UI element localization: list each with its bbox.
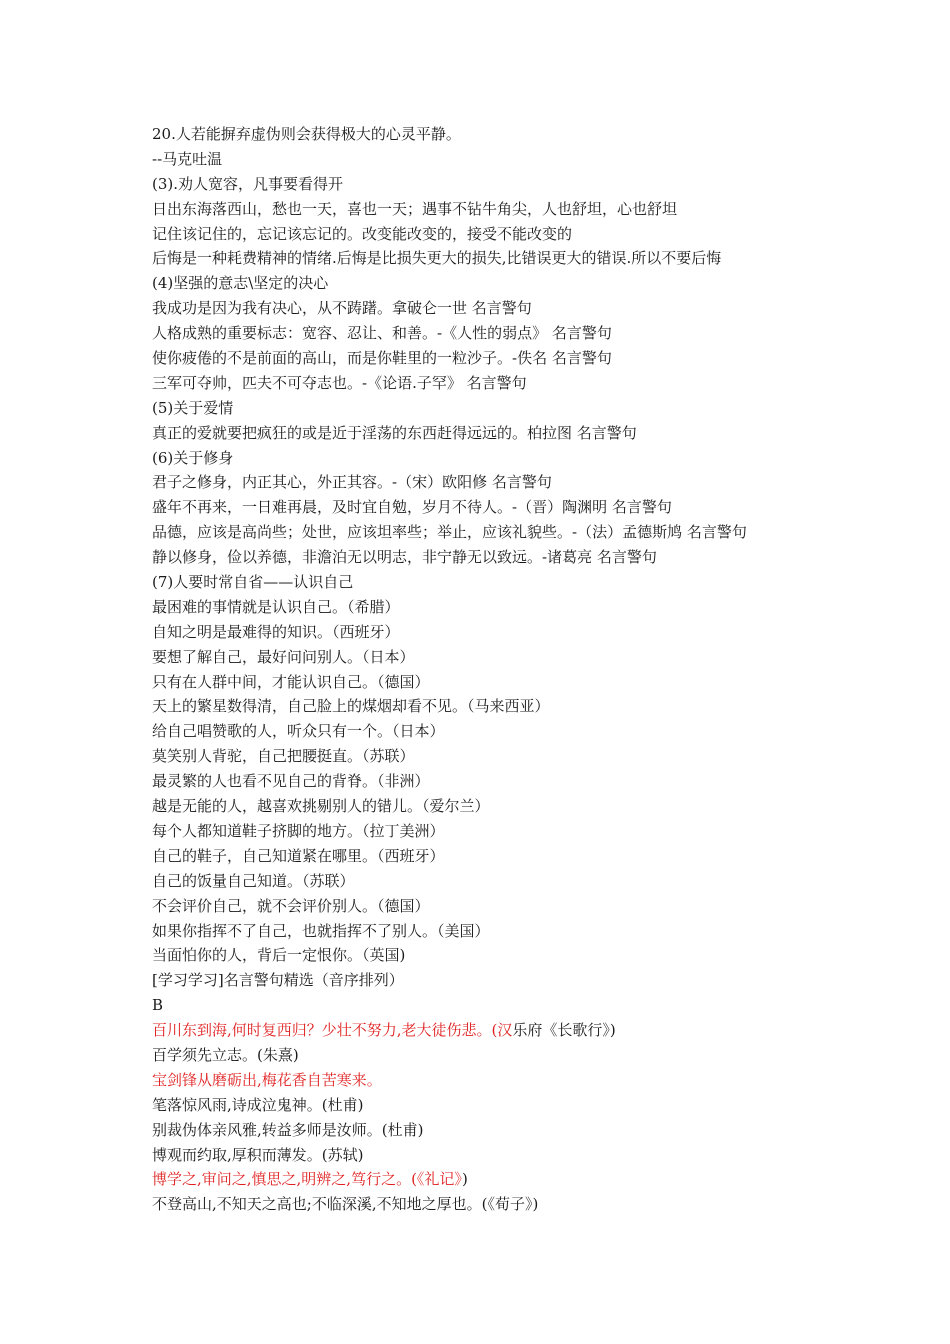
text-line: 三军可夺帅，匹夫不可夺志也。-《论语.子罕》 名言警句 xyxy=(152,373,527,392)
text-line: 自知之明是最难得的知识。（西班牙） xyxy=(152,622,400,641)
plain-text: ) xyxy=(461,1170,468,1189)
plain-text: 博观而约取,厚积而薄发。(苏轼) xyxy=(152,1145,364,1164)
quote-line xyxy=(152,1143,852,1168)
text-line: 给自己唱赞歌的人，听众只有一个。（日本） xyxy=(152,722,445,741)
section-heading: (4)坚强的意志\坚定的决心 xyxy=(152,274,329,293)
text-line: 自己的鞋子，自己知道紧在哪里。（西班牙） xyxy=(152,846,445,865)
text-line: 越是无能的人，越喜欢挑剔别人的错儿。（爱尔兰） xyxy=(152,797,490,816)
quote-line xyxy=(152,1018,852,1043)
section-heading: (5)关于爱情 xyxy=(152,398,234,417)
text-line: 不会评价自己，就不会评价别人。（德国） xyxy=(152,896,430,915)
highlighted-text: 百川东到海,何时复西归？少壮不努力,老大徒伤悲。(汉 xyxy=(152,1021,513,1040)
quote-line xyxy=(152,1093,852,1118)
quote-line xyxy=(152,1118,852,1143)
quote-line xyxy=(152,1192,852,1217)
text-line: 君子之修身，内正其心，外正其容。-（宋）欧阳修 名言警句 xyxy=(152,473,552,492)
text-line: 自己的饭量自己知道。（苏联） xyxy=(152,871,355,890)
document-page xyxy=(152,122,852,1217)
plain-text: 乐府《长歌行》) xyxy=(512,1021,616,1040)
text-line: 人格成熟的重要标志：宽容、忍让、和善。-《人性的弱点》 名言警句 xyxy=(152,324,612,343)
text-line: 当面怕你的人，背后一定恨你。（英国) xyxy=(152,946,406,965)
text-line: 最灵繁的人也看不见自己的背脊。（非洲） xyxy=(152,772,430,791)
section-heading: [学习学习]名言警句精选（音序排列） xyxy=(152,971,404,990)
text-line: 最困难的事情就是认识自己。（希腊） xyxy=(152,597,400,616)
plain-text: 笔落惊风雨,诗成泣鬼神。(杜甫) xyxy=(152,1095,364,1114)
section-heading: (3).劝人宽容，凡事要看得开 xyxy=(152,174,344,193)
text-line: 真正的爱就要把疯狂的或是近于淫荡的东西赶得远远的。柏拉图 名言警句 xyxy=(152,423,637,442)
text-line: 20.人若能摒弃虚伪则会获得极大的心灵平静。 xyxy=(152,125,461,143)
text-line: 要想了解自己，最好问问别人。（日本） xyxy=(152,647,415,666)
text-line: 日出东海落西山，愁也一天，喜也一天；遇事不钻牛角尖，人也舒坦，心也舒坦 xyxy=(152,199,678,218)
text-line: 记住该记住的，忘记该忘记的。改变能改变的，接受不能改变的 xyxy=(152,224,573,243)
text-line: 静以修身，俭以养德，非澹泊无以明志，非宁静无以致远。-诸葛亮 名言警句 xyxy=(152,548,657,567)
text-line: 莫笑别人背驼，自己把腰挺直。（苏联） xyxy=(152,747,415,766)
quote-line xyxy=(152,1068,852,1093)
text-line: 品德，应该是高尚些；处世，应该坦率些；举止，应该礼貌些。-（法）孟德斯鸠 名言警句 xyxy=(152,523,747,542)
text-line: 只有在人群中间，才能认识自己。（德国） xyxy=(152,672,430,691)
text-line: 如果你指挥不了自己，也就指挥不了别人。（美国） xyxy=(152,921,490,940)
text-line: 每个人都知道鞋子挤脚的地方。（拉丁美洲） xyxy=(152,821,445,840)
plain-text: 不登高山,不知天之高也;不临深溪,不知地之厚也。(《荀子》) xyxy=(152,1195,539,1214)
text-line: --马克吐温 xyxy=(152,149,223,168)
plain-text: 百学须先立志。(朱熹) xyxy=(152,1045,299,1064)
highlighted-text: 博学之,审问之,慎思之,明辨之,笃行之。(《礼记》 xyxy=(152,1170,462,1189)
letter-heading: B xyxy=(152,996,164,1015)
text-line: 天上的繁星数得清，自己脸上的煤烟却看不见。（马来西亚） xyxy=(152,697,550,716)
text-line: 使你疲倦的不是前面的高山，而是你鞋里的一粒沙子。-佚名 名言警句 xyxy=(152,349,612,368)
quote-line xyxy=(152,1043,852,1068)
plain-text: 别裁伪体亲风雅,转益多师是汝师。(杜甫) xyxy=(152,1120,424,1139)
quote-line xyxy=(152,1167,852,1192)
text-line: 盛年不再来，一日难再晨，及时宜自勉，岁月不待人。-（晋）陶渊明 名言警句 xyxy=(152,498,672,517)
highlighted-text: 宝剑锋从磨砺出,梅花香自苦寒来。 xyxy=(152,1070,382,1089)
section-heading: (7)人要时常自省——认识自己 xyxy=(152,573,354,592)
text-line: 后悔是一种耗费精神的情绪.后悔是比损失更大的损失,比错误更大的错误.所以不要后悔 xyxy=(152,249,722,268)
section-heading: (6)关于修身 xyxy=(152,448,234,467)
text-line: 我成功是因为我有决心，从不踌躇。拿破仑一世 名言警句 xyxy=(152,299,532,318)
